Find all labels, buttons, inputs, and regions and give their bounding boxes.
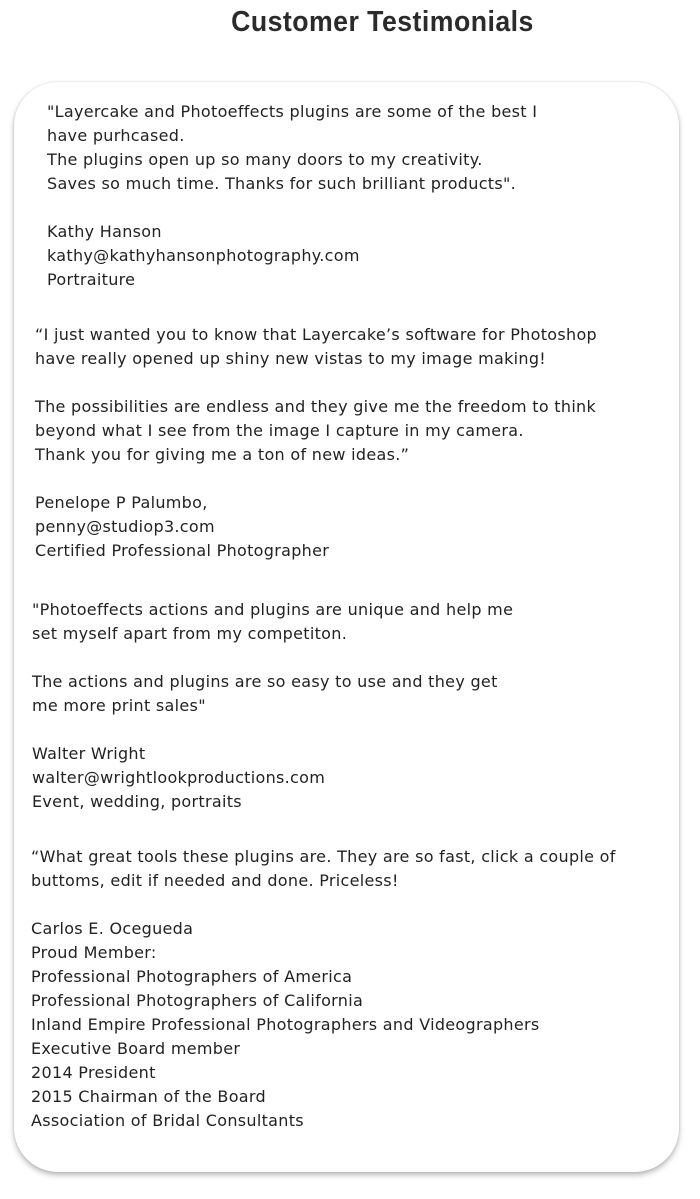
quote-line: beyond what I see from the image I capture in my camera.	[35, 421, 524, 440]
author-name: Penelope P Palumbo,	[35, 493, 208, 512]
quote-line: buttoms, edit if needed and done. Priceless!	[31, 871, 399, 890]
author-credential: Association of Bridal Consultants	[31, 1111, 304, 1130]
author-credential: Inland Empire Professional Photographers and Videographers	[31, 1015, 540, 1034]
quote-line: set myself apart from my competiton.	[32, 624, 348, 643]
author-credential: 2014 President	[31, 1063, 156, 1082]
author-specialty: Portraiture	[47, 270, 136, 289]
author-credential: Professional Photographers of California	[31, 991, 364, 1010]
quote-line: The plugins open up so many doors to my creativity.	[47, 150, 483, 169]
author-title: Certified Professional Photographer	[35, 541, 330, 560]
author-email: kathy@kathyhansonphotography.com	[47, 246, 360, 265]
page-title: Customer Testimonials	[231, 6, 534, 38]
quote-line: The actions and plugins are so easy to use and they get	[32, 672, 498, 691]
author-name: Kathy Hanson	[47, 222, 162, 241]
quote-line: The possibilities are endless and they give me the freedom to think	[35, 397, 597, 416]
author-name: Carlos E. Ocegueda	[31, 919, 194, 938]
quote-line: have purhcased.	[47, 126, 185, 145]
author-email: penny@studiop3.com	[35, 517, 215, 536]
quote-line: have really opened up shiny new vistas to my image making!	[35, 349, 547, 368]
quote-line: “What great tools these plugins are. They are so fast, click a couple of	[31, 847, 616, 866]
author-specialty: Event, wedding, portraits	[32, 792, 242, 811]
quote-line: Saves so much time. Thanks for such brilliant products".	[47, 174, 517, 193]
quote-line: Thank you for giving me a ton of new ideas.”	[35, 445, 410, 464]
quote-line: me more print sales"	[32, 696, 206, 715]
author-email: walter@wrightlookproductions.com	[32, 768, 326, 787]
author-credential: Professional Photographers of America	[31, 967, 353, 986]
quote-line: "Layercake and Photoeffects plugins are some of the best I	[47, 102, 538, 121]
author-name: Walter Wright	[32, 744, 146, 763]
quote-line: “I just wanted you to know that Layercake’s software for Photoshop	[35, 325, 597, 344]
quote-line: "Photoeffects actions and plugins are unique and help me	[32, 600, 514, 619]
author-credential: Executive Board member	[31, 1039, 241, 1058]
author-credential: 2015 Chairman of the Board	[31, 1087, 266, 1106]
author-credential: Proud Member:	[31, 943, 157, 962]
